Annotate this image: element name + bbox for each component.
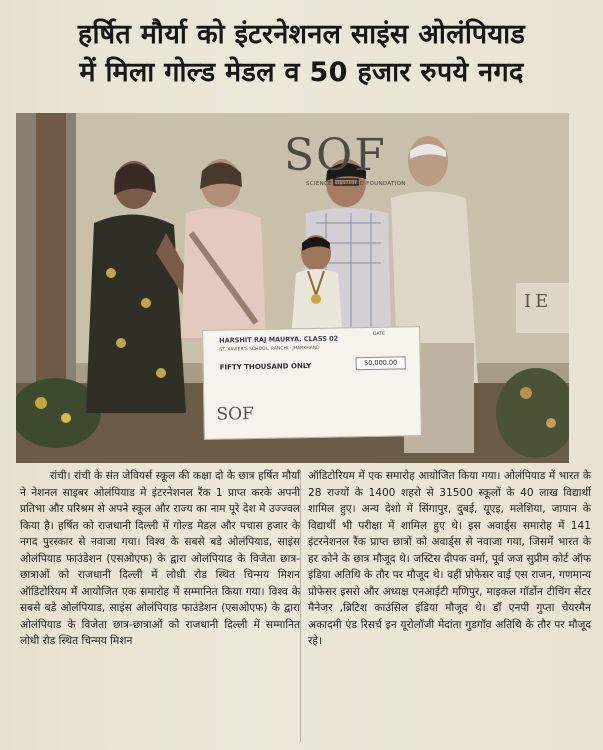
article-text-left: रांची। रांची के संत जेवियर्स स्कूल की कक्षा दो के छात्र हर्षित मौर्या ने नेशनल साइबर ओलंपियाड मे इंटरनेशनल रैंक 1 प्राप्त करके अपनी प्रतिभा और परिश्रम से अपने स्कूल और राज्य का नाम पूरे देश मे उज्ज्वल किया है। हर्षित को राजधानी दिल्ली में गोल्ड मेडल और पचास हजार के नगद पुरस्कार से नवाजा गया। विश्व के सबसे बडे ओलंपियाड, साइंस ओलंपियाड फाउंडेशन (एसओएफ) के द्वारा ओलंपियाड के विजेता छात्र-छात्राओं को राजधानी दिल्ली में लोधी रोड स्थित चिन्मय मिशन ऑडिटोरियम में आयोजित एक समारोह में सम्मानित किया गया। विश्व के सबसे बडे ओलंपियाड, साइंस ओलंपियाड फाउंडेशन (एसओएफ) के द्वारा ओलंपियाड के विजेता छात्र-छात्राओं को राजधानी दिल्ली में सम्मानित लोधी रोड स्थित चिन्मय मिशन [20,470,300,647]
cheque-sof-logo: SOF [216,404,255,425]
flower [520,387,532,399]
article-column-left [20,468,300,650]
cheque-amount-words: FIFTY THOUSAND ONLY [219,362,312,372]
cheque-payee: HARSHIT RAJ MAURYA, CLASS 02 [219,334,339,345]
cheque-school: ST. XAVIER'S SCHOOL, RANCHI · JHARKHAND [219,345,320,353]
sof-logo-subtitle: SCIENCE OLYMPIAD FOUNDATION [306,181,406,187]
headline [10,16,593,92]
flower [35,397,47,409]
sof-logo-mark: SOF [284,130,387,181]
article-text-right: ऑडिटोरियम में एक समारोह आयोजित किया गया। ओलंपियाड में भारत के 28 राज्यों के 1400 शहरो से 31500 स्कूलों के 40 लाख विद्यार्थी शामिल हुए। अन्य देशो में सिंगापुर, दुबई, यूएइ, मलेशिया, जापान के विद्यार्थी भी परीक्षा में शामिल हुए थे। इस अवार्ड्स समारोह में 141 इंटरनेशनल रैंक प्राप्त छात्रों को अवार्ड्स से नवाजा गया, जिसमें भारत के हर कोने के छात्र मौजूद थे। जस्टिस दीपक वर्मा, पूर्व जज सुप्रीम कोर्ट ऑफ इंडिया अतिथि के तौर पर मौजूद थे। वहीं प्रोफेसर वाई एस राजन, गणमान्य प्रोफेसर इसरो और अध्यक्ष एनआईटी मणिपुर, माइकल गॉर्डोन टीचिंग सेंटर मैनेजर ,ब्रिटिश काउंसिल इंडिया मौजूद थे। डॉ एनपी गुप्ता चेयरमैन अकादमी एंड रिसर्च इन यूरोलॉजी मेदांता गुडगॉव अतिथि के तौर पर मौजूद रहे। [308,470,591,647]
side-banner-text: IE [524,291,553,312]
headline-line-2: में मिला गोल्ड मेडल व 50 हजार रुपये नगद [79,57,524,88]
cheque-amount-box: 50,000.00 [356,356,406,370]
flower [546,418,556,428]
headline-line-1: हर्षित मौर्या को इंटरनेशनल साइंस ओलंपियाड [77,19,526,50]
award-ceremony-photo [16,113,569,463]
flower [61,413,71,423]
column-divider [300,470,301,742]
cheque-date-label: DATE [373,331,385,337]
sof-logo [284,131,404,191]
prize-cheque [202,326,422,440]
article-column-right [308,468,591,650]
